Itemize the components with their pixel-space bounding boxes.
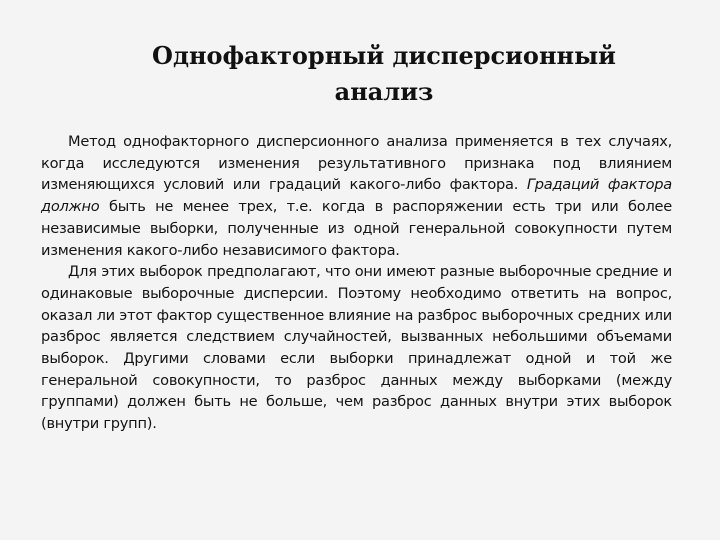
slide-title <box>0 38 720 110</box>
title-line-2: анализ <box>334 77 434 106</box>
paragraph-1 <box>41 131 672 261</box>
slide-body <box>41 131 672 435</box>
paragraph-1-text-start: Метод однофакторного дисперсионного анализа применяется в тех случаях, когда исследуются изменения результативного признака под влиянием изменяющихся условий или градаций какого-либо фактора. <box>41 133 672 194</box>
paragraph-2: Для этих выборок предполагают, что они имеют разные выборочные средние и одинаковые выборочные дисперсии. Поэтому необходимо ответить на вопрос, оказал ли этот фактор существенное влияние на разброс выборочных средних или разброс является следствием случайностей, вызванных небольшими объемами выборок. Другими словами если выборки принадлежат одной и той же генеральной совокупности, то разброс данных между выборками (между группами) должен быть не больше, чем разброс данных внутри этих выборок (внутри групп). <box>41 263 673 433</box>
paragraph-1-text-end: быть не менее трех, т.е. когда в распоряжении есть три или более независимые выборки, полученные из одной генеральной совокупности путем изменения какого-либо независимого фактора. <box>41 198 672 259</box>
title-line-1: Однофакторный дисперсионный <box>152 41 616 70</box>
paragraph-1-italic-phrase: Градаций фактора должно <box>41 176 672 216</box>
